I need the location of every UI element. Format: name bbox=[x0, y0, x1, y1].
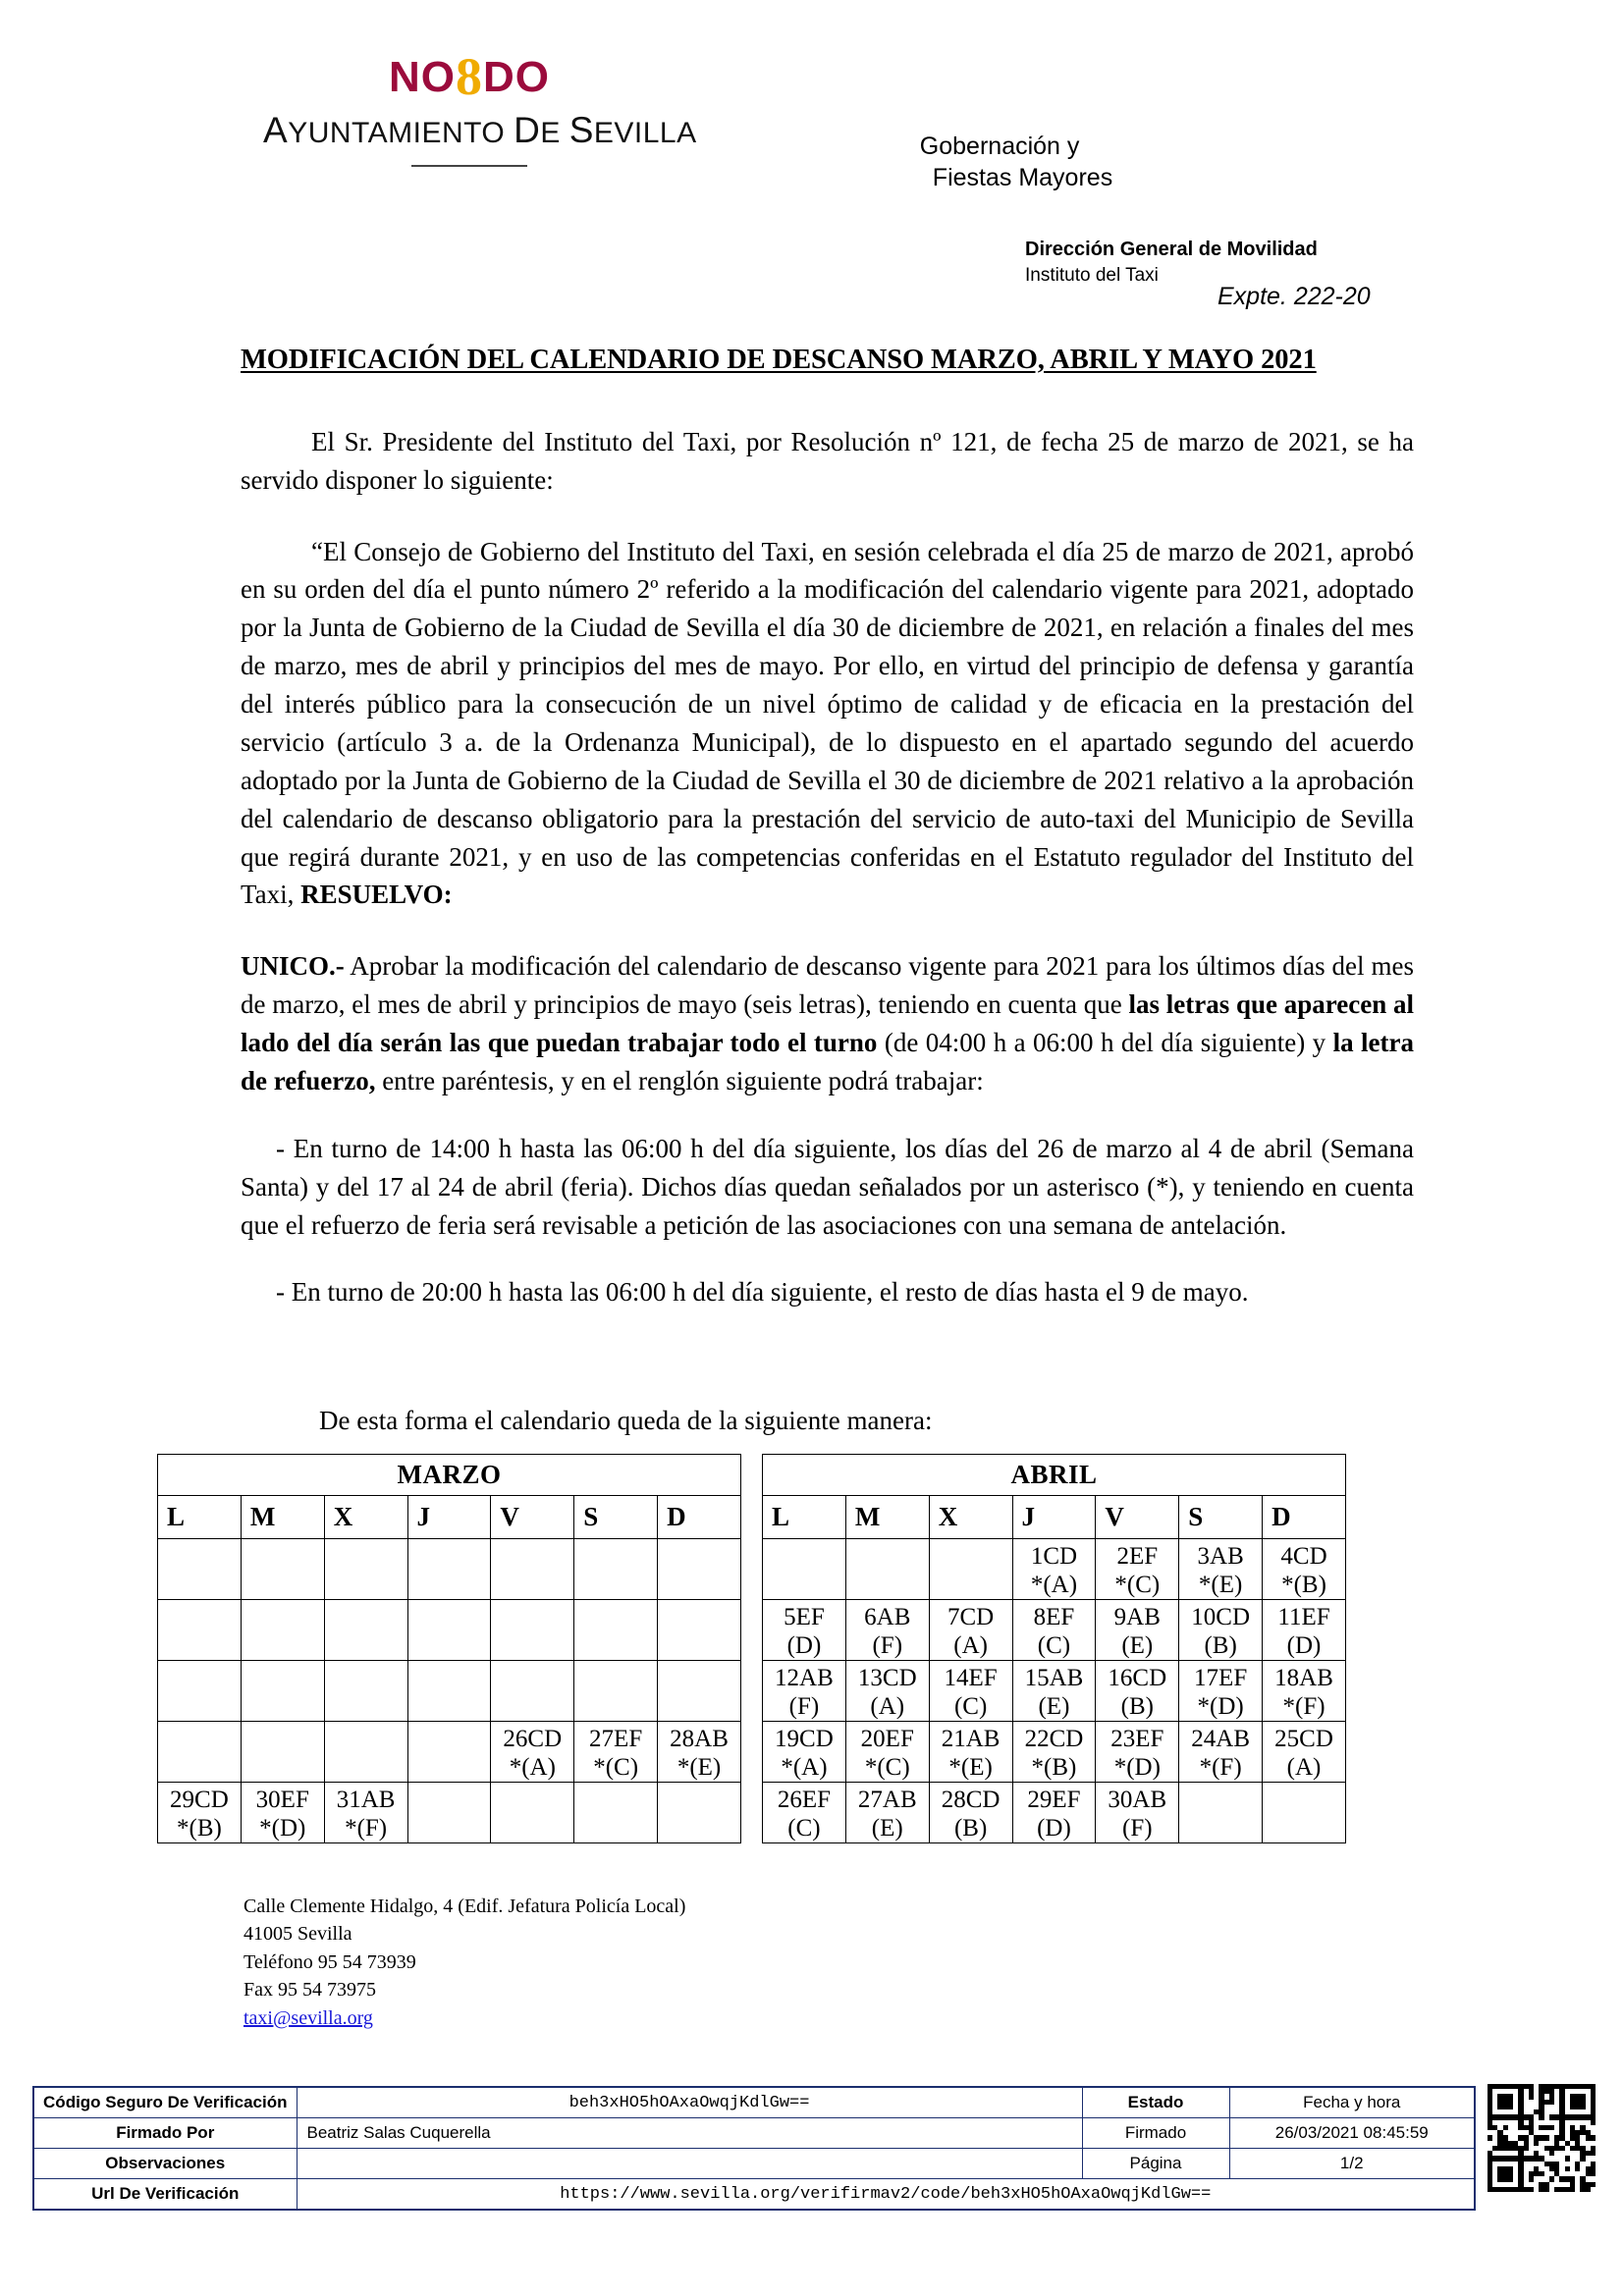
calendar-day-cell bbox=[929, 1600, 1012, 1661]
unico-text-e: entre paréntesis, y en el renglón siguiente podrá trabajar: bbox=[375, 1065, 984, 1095]
verif-row-url bbox=[33, 2179, 1475, 2211]
day-letters: 10CD bbox=[1191, 1603, 1250, 1630]
spacer bbox=[241, 914, 1414, 947]
calendar-day-cell bbox=[407, 1600, 491, 1661]
day-letters: 27EF bbox=[589, 1725, 643, 1752]
dow-header: D bbox=[658, 1496, 741, 1539]
calendar-day-cell bbox=[158, 1600, 242, 1661]
url-value[interactable]: https://www.sevilla.org/verifirmav2/code/beh3xHO5hOAxaOwqjKdlGw== bbox=[297, 2179, 1475, 2211]
reinforcement-letter: (A) bbox=[1286, 1753, 1322, 1781]
calendar-day-cell bbox=[324, 1783, 407, 1843]
day-letters: 15AB bbox=[1024, 1664, 1084, 1691]
nosdo-madeja-icon: 8 bbox=[456, 47, 483, 106]
qr-code-matrix bbox=[1488, 2084, 1596, 2192]
day-letters: 19CD bbox=[775, 1725, 834, 1752]
logo-divider bbox=[411, 165, 527, 167]
reinforcement-letter: *(E) bbox=[1198, 1571, 1243, 1598]
qr-code bbox=[1488, 2084, 1596, 2192]
reinforcement-letter: *(C) bbox=[1114, 1571, 1161, 1598]
address-street: Calle Clemente Hidalgo, 4 (Edif. Jefatura Policía Local) bbox=[243, 1896, 686, 1917]
nosdo-wordmark-icon bbox=[389, 47, 550, 106]
calendar-day-cell bbox=[1096, 1783, 1179, 1843]
calendar-day-cell bbox=[1179, 1661, 1263, 1722]
observaciones-label: Observaciones bbox=[33, 2149, 297, 2179]
calendar-day-cell bbox=[491, 1600, 574, 1661]
unico-bold-d: la letra de refuerzo, bbox=[241, 1028, 1414, 1095]
unico-text-c: (de 04:00 h a 06:00 h del día siguiente) y bbox=[877, 1028, 1333, 1057]
day-letters: 7CD bbox=[947, 1603, 995, 1630]
calendar-day-cell bbox=[574, 1783, 658, 1843]
day-letters: 16CD bbox=[1108, 1664, 1167, 1691]
day-letters: 8EF bbox=[1033, 1603, 1075, 1630]
unico-text-a: Aprobar la modificación del calendario de descanso vigente para 2021 para los últimos días del mes de marzo, el mes de abril y principios de mayo (seis letras), teniendo en cuenta que bbox=[241, 951, 1414, 1020]
reinforcement-letter: *(C) bbox=[593, 1753, 639, 1781]
area-line-2: Fiestas Mayores bbox=[932, 164, 1113, 191]
email-link[interactable]: taxi@sevilla.org bbox=[243, 2006, 373, 2029]
calendar-day-cell bbox=[491, 1539, 574, 1600]
calendar-day-cell bbox=[763, 1600, 846, 1661]
nosdo-right-text: DO bbox=[483, 53, 550, 101]
calendar-week-row bbox=[763, 1722, 1346, 1783]
day-letters: 29EF bbox=[1027, 1786, 1081, 1813]
reinforcement-letter: (B) bbox=[1120, 1692, 1154, 1720]
dow-header: L bbox=[763, 1496, 846, 1539]
dow-header: S bbox=[1179, 1496, 1263, 1539]
fecha-value: 26/03/2021 08:45:59 bbox=[1229, 2118, 1475, 2149]
dow-header: M bbox=[845, 1496, 929, 1539]
calendar-day-cell bbox=[658, 1661, 741, 1722]
day-letters: 17EF bbox=[1194, 1664, 1248, 1691]
csv-value: beh3xHO5hOAxaOwqjKdlGw== bbox=[297, 2087, 1082, 2118]
calendar-day-cell bbox=[658, 1722, 741, 1783]
expediente-number: Expte. 222-20 bbox=[1217, 283, 1371, 310]
calendar-day-cell bbox=[491, 1722, 574, 1783]
day-letters: 26EF bbox=[777, 1786, 832, 1813]
calendar-day-cell bbox=[658, 1600, 741, 1661]
calendar-day-cell bbox=[1012, 1722, 1096, 1783]
calendar-day-cell bbox=[1096, 1661, 1179, 1722]
spacer bbox=[241, 1100, 1414, 1130]
calendar-week-row bbox=[763, 1539, 1346, 1600]
spacer bbox=[241, 380, 1414, 423]
calendar-day-cell bbox=[241, 1539, 324, 1600]
day-letters: 12AB bbox=[775, 1664, 834, 1691]
dow-header: S bbox=[574, 1496, 658, 1539]
day-letters: 30AB bbox=[1108, 1786, 1167, 1813]
calendar-day-cell bbox=[1263, 1722, 1346, 1783]
calendar-dow-row bbox=[763, 1496, 1346, 1539]
calendar-intro-text: De esta forma el calendario queda de la siguiente manera: bbox=[319, 1406, 933, 1435]
spacer bbox=[241, 1244, 1414, 1273]
reinforcement-letter: (C) bbox=[953, 1692, 988, 1720]
calendar-day-cell bbox=[763, 1722, 846, 1783]
fecha-label: Fecha y hora bbox=[1229, 2087, 1475, 2118]
reinforcement-letter: (B) bbox=[1204, 1631, 1237, 1659]
day-letters: 28AB bbox=[670, 1725, 729, 1752]
verif-row-signer bbox=[33, 2118, 1475, 2149]
calendar-day-cell bbox=[1012, 1783, 1096, 1843]
reinforcement-letter: *(E) bbox=[948, 1753, 993, 1781]
reinforcement-letter: *(D) bbox=[1113, 1753, 1161, 1781]
calendar-day-cell bbox=[658, 1783, 741, 1843]
reinforcement-letter: *(D) bbox=[259, 1814, 306, 1842]
reinforcement-letter: (F) bbox=[872, 1631, 903, 1659]
calendar-day-cell bbox=[491, 1783, 574, 1843]
verif-row-observaciones bbox=[33, 2149, 1475, 2179]
dow-header: J bbox=[407, 1496, 491, 1539]
day-letters: 22CD bbox=[1024, 1725, 1084, 1752]
reinforcement-letter: (B) bbox=[953, 1814, 988, 1842]
calendar-day-cell bbox=[763, 1783, 846, 1843]
page-title: MODIFICACIÓN DEL CALENDARIO DE DESCANSO MARZO, ABRIL Y MAYO 2021 bbox=[241, 345, 1317, 375]
calendar-day-cell bbox=[845, 1783, 929, 1843]
calendar-day-cell bbox=[324, 1722, 407, 1783]
calendar-day-cell bbox=[241, 1722, 324, 1783]
calendar-day-cell bbox=[929, 1539, 1012, 1600]
calendar-week-row bbox=[158, 1661, 741, 1722]
calendar-day-cell bbox=[1012, 1600, 1096, 1661]
day-letters: 1CD bbox=[1030, 1542, 1078, 1570]
calendar-day-cell bbox=[1179, 1722, 1263, 1783]
calendar-day-cell bbox=[763, 1539, 846, 1600]
day-letters: 18AB bbox=[1274, 1664, 1333, 1691]
calendar-day-cell bbox=[1179, 1600, 1263, 1661]
address-phone: Teléfono 95 54 73939 bbox=[243, 1950, 416, 1973]
dow-header: X bbox=[929, 1496, 1012, 1539]
spacer bbox=[241, 500, 1414, 533]
dow-header: J bbox=[1012, 1496, 1096, 1539]
calendar-day-cell bbox=[845, 1661, 929, 1722]
calendar-month-title: MARZO bbox=[158, 1455, 741, 1496]
csv-label: Código Seguro De Verificación bbox=[33, 2087, 297, 2118]
day-letters: 21AB bbox=[941, 1725, 1001, 1752]
calendar-day-cell bbox=[1096, 1600, 1179, 1661]
calendar-day-cell bbox=[158, 1661, 242, 1722]
calendar-day-cell bbox=[1263, 1783, 1346, 1843]
reinforcement-letter: *(B) bbox=[177, 1814, 222, 1842]
dow-header: M bbox=[241, 1496, 324, 1539]
reinforcement-letter: *(E) bbox=[676, 1753, 722, 1781]
dow-header: L bbox=[158, 1496, 242, 1539]
estado-label: Estado bbox=[1082, 2087, 1229, 2118]
calendar-day-cell bbox=[1263, 1539, 1346, 1600]
day-letters: 29CD bbox=[170, 1786, 229, 1813]
calendar-day-cell bbox=[1263, 1661, 1346, 1722]
calendar-table-abril bbox=[762, 1454, 1346, 1843]
estado-value: Firmado bbox=[1082, 2118, 1229, 2149]
calendar-week-row bbox=[763, 1783, 1346, 1843]
day-letters: 30EF bbox=[255, 1786, 309, 1813]
dow-header: X bbox=[324, 1496, 407, 1539]
day-letters: 23EF bbox=[1110, 1725, 1164, 1752]
calendar-day-cell bbox=[324, 1661, 407, 1722]
calendar-day-cell bbox=[158, 1783, 242, 1843]
day-letters: 26CD bbox=[503, 1725, 563, 1752]
calendar-body bbox=[763, 1539, 1346, 1843]
calendar-day-cell bbox=[241, 1661, 324, 1722]
calendar-day-cell bbox=[1096, 1539, 1179, 1600]
reinforcement-letter: *(F) bbox=[1199, 1753, 1242, 1781]
day-letters: 4CD bbox=[1280, 1542, 1327, 1570]
calendar-month-row bbox=[158, 1455, 741, 1496]
calendar-day-cell bbox=[845, 1539, 929, 1600]
day-letters: 5EF bbox=[784, 1603, 825, 1630]
paragraph-resolution-text: “El Consejo de Gobierno del Instituto del Taxi, en sesión celebrada el día 25 de marzo de 2021, aprobó en su orden del día el punto número 2º referido a la modificación del calendario vigente para 2021, adoptado por la Junta de Gobierno de la Ciudad de Sevilla el día 30 de diciembre de 2021, en relación a finales del mes de marzo, mes de abril y principios del mes de mayo. Por ello, en virtud del principio de defensa y garantía del interés público para la consecución de un nivel óptimo de calidad y de eficacia en la prestación del servicio (artículo 3 a. de la Ordenanza Municipal), de lo dispuesto en el apartado segundo del acuerdo adoptado por la Junta de Gobierno de la Ciudad de Sevilla el 30 de diciembre de 2021 relativo a la aprobación del calendario de descanso obligatorio para la prestación del servicio de auto-taxi del Municipio de Sevilla que regirá durante 2021, y en uso de las competencias conferidas en el Estatuto regulador del Instituto del Taxi, bbox=[241, 536, 1414, 910]
calendar-day-cell bbox=[929, 1783, 1012, 1843]
calendar-day-cell bbox=[241, 1783, 324, 1843]
calendar-day-cell bbox=[407, 1539, 491, 1600]
reinforcement-letter: (D) bbox=[1037, 1814, 1071, 1842]
area-line-1: Gobernación y bbox=[919, 133, 1080, 160]
document-header bbox=[0, 0, 1623, 310]
day-letters: 14EF bbox=[944, 1664, 998, 1691]
calendar-day-cell bbox=[574, 1722, 658, 1783]
reinforcement-letter: (E) bbox=[871, 1814, 903, 1842]
calendar-day-cell bbox=[1096, 1722, 1179, 1783]
firmado-por-label: Firmado Por bbox=[33, 2118, 297, 2149]
document-body bbox=[241, 342, 1414, 1311]
calendar-body bbox=[158, 1539, 741, 1843]
paragraph-unico bbox=[241, 947, 1414, 1100]
day-letters: 3AB bbox=[1197, 1542, 1244, 1570]
calendar-day-cell bbox=[407, 1661, 491, 1722]
day-letters: 27AB bbox=[857, 1786, 917, 1813]
paragraph-turno-20: - En turno de 20:00 h hasta las 06:00 h del día siguiente, el resto de días hasta el 9 de mayo. bbox=[276, 1277, 1249, 1308]
calendar-day-cell bbox=[929, 1661, 1012, 1722]
day-letters: 2EF bbox=[1116, 1542, 1159, 1570]
url-label: Url De Verificación bbox=[33, 2179, 297, 2211]
reinforcement-letter: (F) bbox=[1122, 1814, 1153, 1842]
calendar-day-cell bbox=[763, 1661, 846, 1722]
nosdo-left-text: NO bbox=[389, 53, 456, 101]
reinforcement-letter: (C) bbox=[787, 1814, 821, 1842]
reinforcement-letter: *(D) bbox=[1197, 1692, 1244, 1720]
day-letters: 25CD bbox=[1274, 1725, 1333, 1752]
day-letters: 6AB bbox=[864, 1603, 911, 1630]
firmado-por-value: Beatriz Salas Cuquerella bbox=[297, 2118, 1082, 2149]
day-letters: 31AB bbox=[336, 1786, 396, 1813]
department-area bbox=[920, 131, 1112, 193]
calendar-week-row bbox=[158, 1539, 741, 1600]
day-letters: 13CD bbox=[857, 1664, 917, 1691]
calendar-day-cell bbox=[1012, 1539, 1096, 1600]
calendar-day-cell bbox=[491, 1661, 574, 1722]
reinforcement-letter: (C) bbox=[1037, 1631, 1071, 1659]
day-letters: 9AB bbox=[1113, 1603, 1161, 1630]
calendar-day-cell bbox=[845, 1722, 929, 1783]
calendar-table-marzo bbox=[157, 1454, 741, 1843]
reinforcement-letter: *(F) bbox=[345, 1814, 388, 1842]
unico-bold-b: las letras que aparecen al lado del día serán las que puedan trabajar todo el turno bbox=[241, 989, 1414, 1057]
pagina-label: Página bbox=[1082, 2149, 1229, 2179]
calendar-day-cell bbox=[158, 1539, 242, 1600]
resuelvo-keyword: RESUELVO: bbox=[300, 880, 453, 910]
reinforcement-letter: (A) bbox=[870, 1692, 905, 1720]
calendar-day-cell bbox=[1263, 1600, 1346, 1661]
calendar-day-cell bbox=[407, 1722, 491, 1783]
calendar-day-cell bbox=[324, 1600, 407, 1661]
pagina-value: 1/2 bbox=[1229, 2149, 1475, 2179]
calendar-day-cell bbox=[574, 1661, 658, 1722]
reinforcement-letter: (E) bbox=[1121, 1631, 1154, 1659]
calendar-day-cell bbox=[658, 1539, 741, 1600]
reinforcement-letter: *(C) bbox=[864, 1753, 910, 1781]
reinforcement-letter: *(A) bbox=[509, 1753, 556, 1781]
calendar-day-cell bbox=[929, 1722, 1012, 1783]
institution-name: AYUNTAMIENTO DE SEVILLA bbox=[263, 110, 697, 150]
unico-lead: UNICO.- bbox=[241, 951, 345, 982]
calendar-week-row bbox=[763, 1600, 1346, 1661]
reinforcement-letter: (E) bbox=[1038, 1692, 1070, 1720]
calendar-day-cell bbox=[574, 1600, 658, 1661]
address-fax: Fax 95 54 73975 bbox=[243, 1979, 376, 2002]
day-letters: 28CD bbox=[941, 1786, 1001, 1813]
day-letters: 11EF bbox=[1277, 1603, 1330, 1630]
calendar-week-row bbox=[158, 1783, 741, 1843]
dow-header: V bbox=[491, 1496, 574, 1539]
calendar-day-cell bbox=[574, 1539, 658, 1600]
calendar-week-row bbox=[763, 1661, 1346, 1722]
address-city: 41005 Sevilla bbox=[243, 1923, 352, 1946]
verif-row-csv bbox=[33, 2087, 1475, 2118]
calendar-day-cell bbox=[241, 1600, 324, 1661]
calendar-day-cell bbox=[1179, 1539, 1263, 1600]
calendar-day-cell bbox=[1012, 1661, 1096, 1722]
paragraph-resolution bbox=[241, 533, 1414, 915]
calendar-day-cell bbox=[324, 1539, 407, 1600]
calendar-day-cell bbox=[158, 1722, 242, 1783]
nosdo-logo bbox=[263, 47, 697, 167]
calendar-month-title: ABRIL bbox=[763, 1455, 1346, 1496]
reinforcement-letter: *(A) bbox=[1030, 1571, 1078, 1598]
reinforcement-letter: (A) bbox=[953, 1631, 988, 1659]
subdept-name: Instituto del Taxi bbox=[1025, 265, 1159, 287]
dow-header: V bbox=[1096, 1496, 1179, 1539]
calendar-day-cell bbox=[845, 1600, 929, 1661]
footer-address bbox=[243, 1893, 685, 2032]
paragraph-turno-14: - En turno de 14:00 h hasta las 06:00 h del día siguiente, los días del 26 de marzo al 4 de abril (Semana Santa) y del 17 al 24 de abril (feria). Dichos días quedan señalados por un asterisco (*), y teniendo en cuenta que el refuerzo de feria será revisable a petición de las asociaciones con una semana de antelación. bbox=[241, 1133, 1414, 1240]
calendar-day-cell bbox=[407, 1783, 491, 1843]
reinforcement-letter: *(B) bbox=[1281, 1571, 1326, 1598]
reinforcement-letter: *(A) bbox=[781, 1753, 828, 1781]
calendar-month-row bbox=[763, 1455, 1346, 1496]
calendar-week-row bbox=[158, 1600, 741, 1661]
dept-name: Dirección General de Movilidad bbox=[1025, 239, 1318, 260]
reinforcement-letter: (D) bbox=[786, 1631, 822, 1659]
reinforcement-letter: *(B) bbox=[1031, 1753, 1077, 1781]
observaciones-value bbox=[297, 2149, 1082, 2179]
dow-header: D bbox=[1263, 1496, 1346, 1539]
calendar-dow-row bbox=[158, 1496, 741, 1539]
day-letters: 24AB bbox=[1191, 1725, 1250, 1752]
day-letters: 20EF bbox=[860, 1725, 914, 1752]
reinforcement-letter: *(F) bbox=[1282, 1692, 1325, 1720]
calendar-week-row bbox=[158, 1722, 741, 1783]
verification-block bbox=[32, 2086, 1476, 2211]
paragraph-intro: El Sr. Presidente del Instituto del Taxi, por Resolución nº 121, de fecha 25 de marzo de 2021, se ha servido disponer lo siguiente: bbox=[241, 426, 1414, 495]
calendar-day-cell bbox=[1179, 1783, 1263, 1843]
reinforcement-letter: (D) bbox=[1286, 1631, 1322, 1659]
reinforcement-letter: (F) bbox=[788, 1692, 820, 1720]
